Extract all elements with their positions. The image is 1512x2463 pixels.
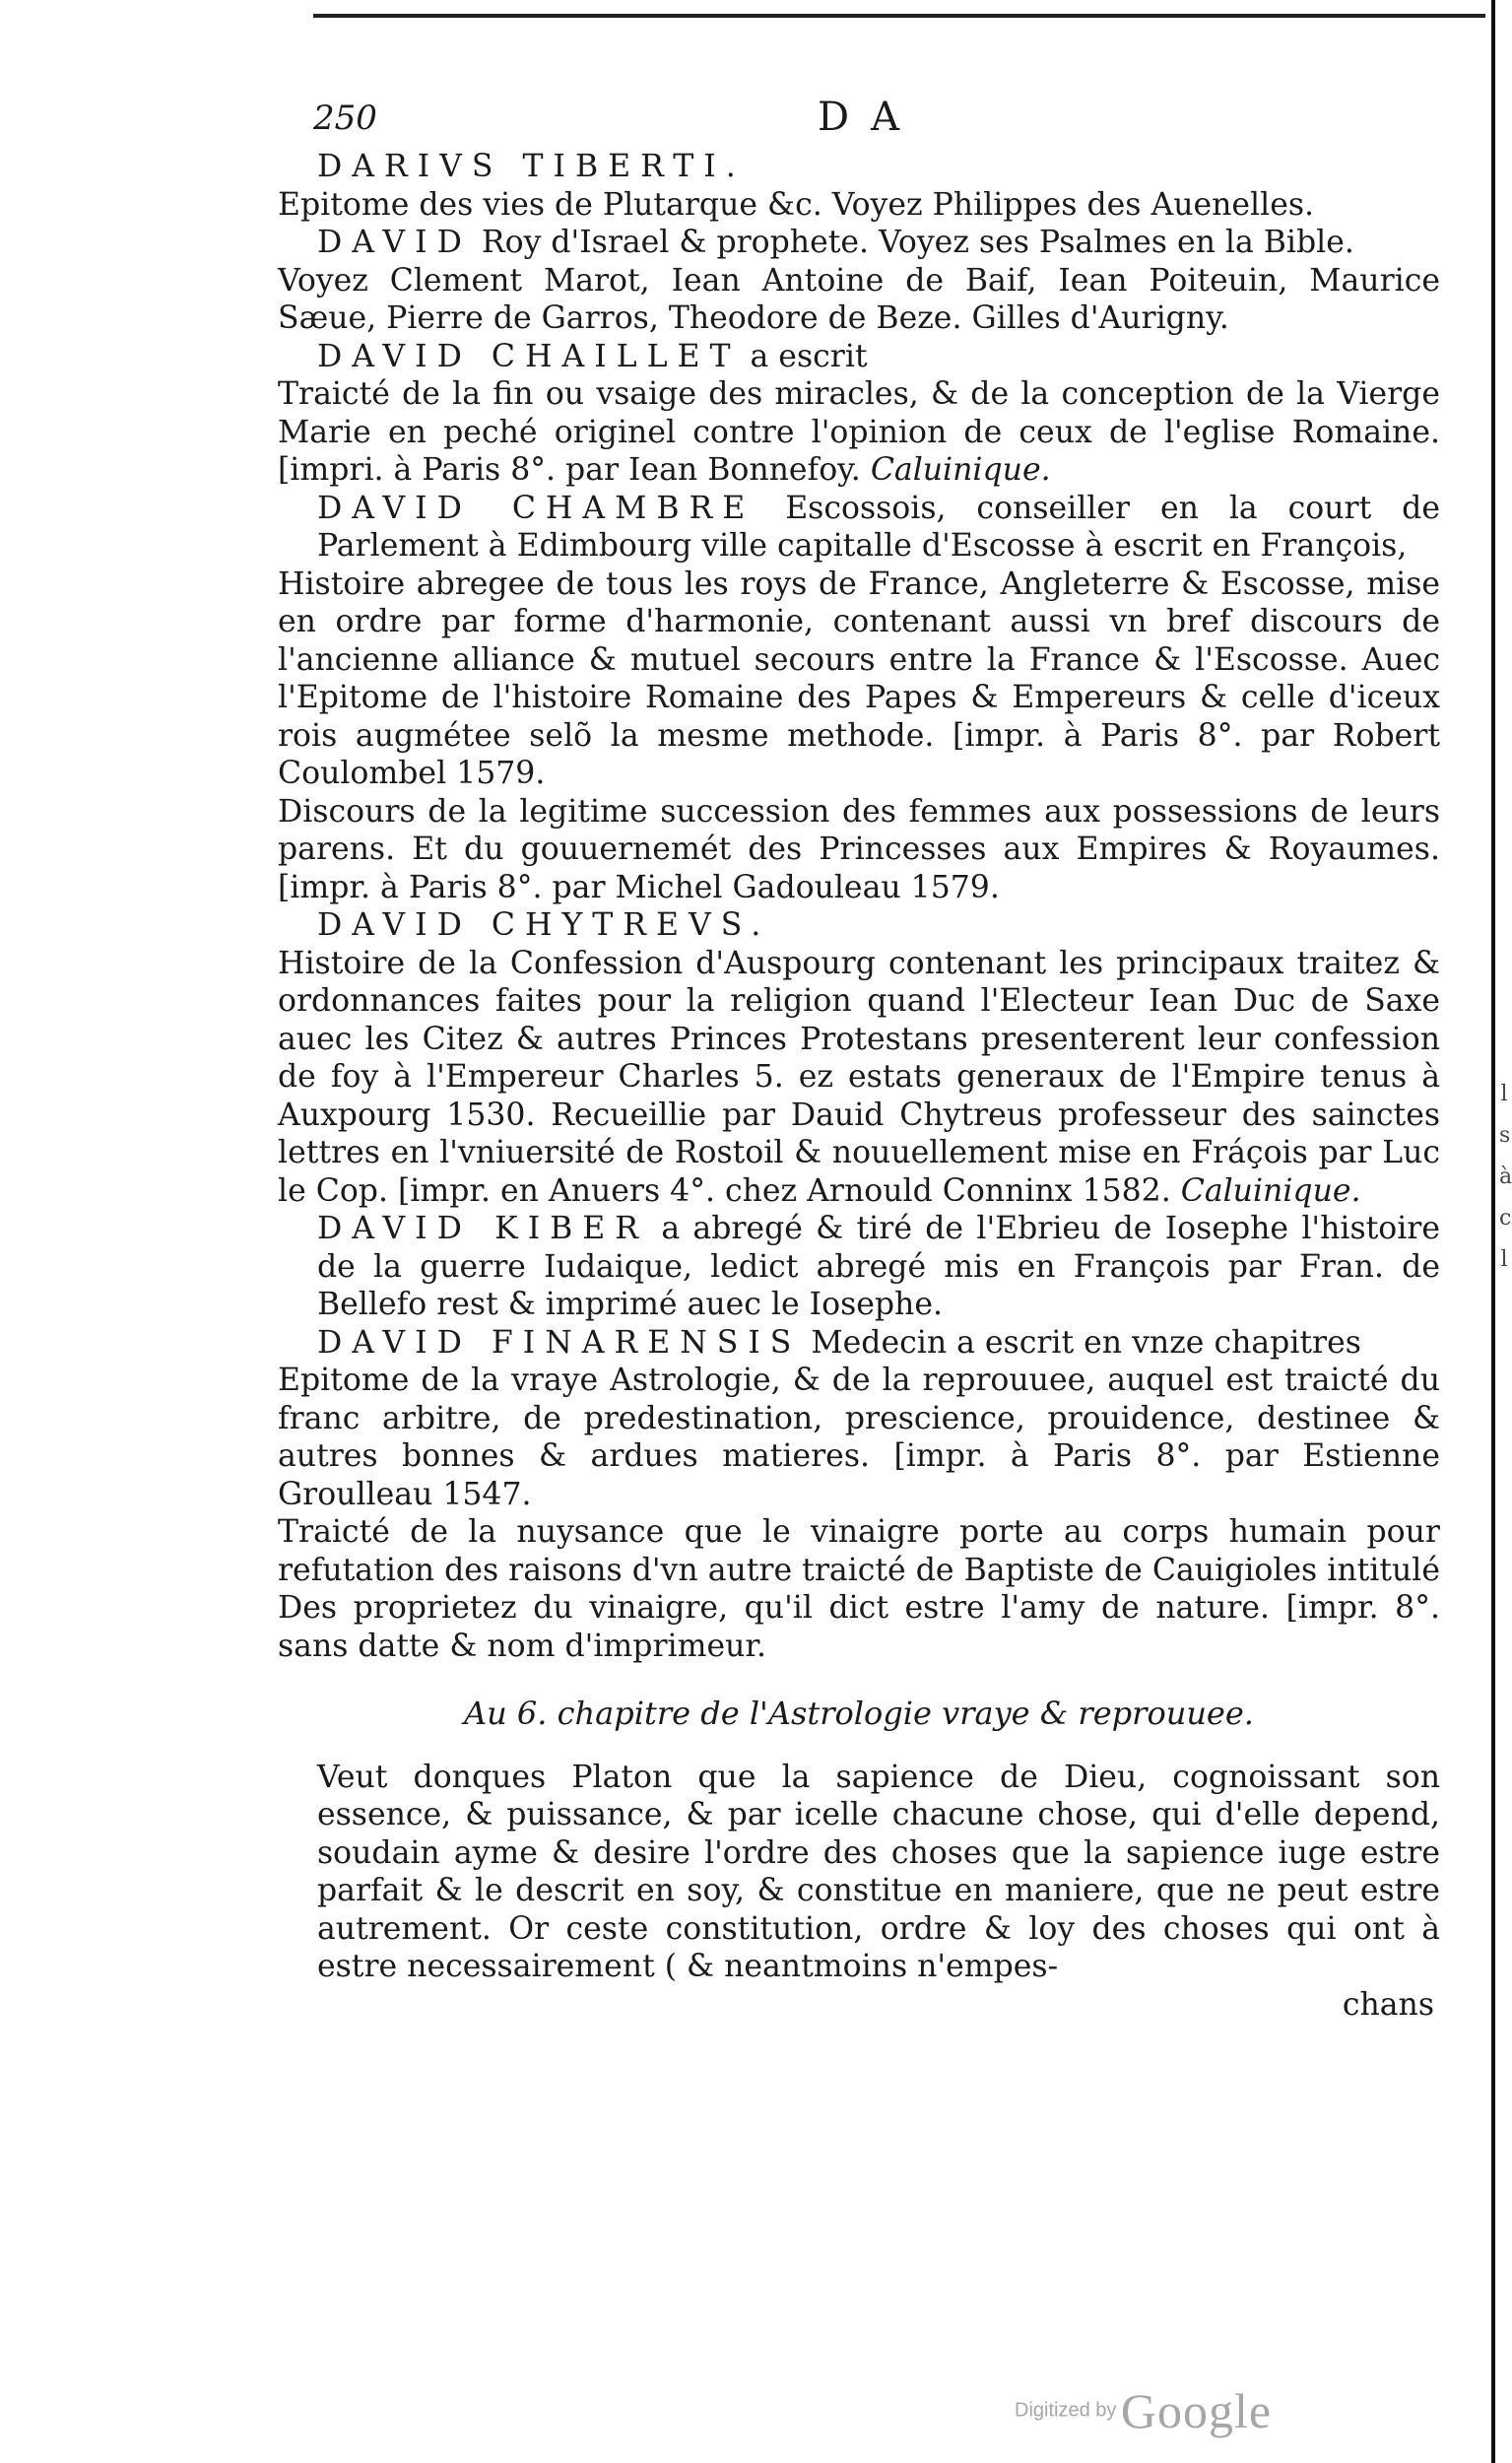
entry-note: Caluinique. <box>1180 1172 1361 1209</box>
entry-david-chytreus <box>278 906 1440 1210</box>
entry-intro: Medecin a escrit en vnze chapitres <box>811 1324 1361 1361</box>
headword: DAVID CHYTREVS. <box>317 907 771 943</box>
margin-mark: l <box>1500 1247 1508 1272</box>
headword: DAVID CHAILLET <box>317 338 741 374</box>
entry-david-chambre <box>278 490 1440 907</box>
margin-mark: s <box>1499 1123 1511 1148</box>
headword: DAVID CHAMBRE <box>317 490 756 526</box>
headword: DAVID FINARENSIS <box>317 1324 802 1361</box>
entry-line: Traicté de la nuysance que le vinaigre porte au corps humain pour refutation des raisons d'vn autre traicté de Baptiste de Cauigioles intitulé Des proprietez du vinaigre, qu'il dict estre l'amy de nature. [impr. 8°. sans datte & nom d'imprimeur. <box>278 1514 1440 1664</box>
page-edge <box>1491 0 1495 2463</box>
entry-line: Discours de la legitime succession des femmes aux possessions de leurs parens. Et du gouuernemét des Princesses aux Empires & Royaumes. [impr. à Paris 8°. par Michel Gadouleau 1579. <box>278 793 1440 905</box>
section-title: Au 6. chapitre de l'Astrologie vraye & reprouuee. <box>464 1695 1254 1732</box>
entry-note: Caluinique. <box>870 452 1051 488</box>
entry-intro: a escrit <box>750 338 868 374</box>
entry-intro: a abregé & tiré de l'Ebrieu de Iosephe l'histoire de la guerre Iudaique, ledict abregé mis en François par Fran. de Bellefo rest & imprimé auec le Iosephe. <box>317 1211 1441 1322</box>
watermark-prefix: Digitized by <box>1015 2399 1117 2422</box>
entry-line: Epitome des vies de Plutarque &c. Voyez Philippes des Auenelles. <box>278 186 1315 223</box>
quote-text: Veut donques Platon que la sapience de Dieu, cognoissant son essence, & puissance, & par icelle chacune chose, qui d'elle depend, soudain ayme & desire l'ordre des choses que la sapience iuge estre parfait & le descrit en soy, & constitue en maniere, que ne peut estre autrement. Or ceste constitution, ordre & loy des choses qui ont à estre necessairement ( & neantmoins n'empes- <box>317 1759 1440 1984</box>
google-logo: Google <box>1120 2383 1273 2438</box>
headword: DARIVS TIBERTI. <box>317 149 746 184</box>
quoted-passage <box>278 1759 1440 2025</box>
entry-darius-tiberti <box>278 148 1440 224</box>
entry-line: Voyez Clement Marot, Iean Antoine de Baif, Iean Poiteuin, Maurice Sæue, Pierre de Garros, Theodore de Beze. Gilles d'Aurigny. <box>278 262 1440 336</box>
page-body <box>278 148 1440 2024</box>
digitized-watermark <box>1015 2382 1272 2439</box>
entry-intro: Roy d'Israel & prophete. Voyez ses Psalmes en la Bible. <box>481 225 1354 260</box>
entry-david <box>278 224 1440 338</box>
top-rule <box>313 14 1485 18</box>
running-head: DA <box>818 95 921 140</box>
entry-line: Traicté de la fin ou vsaige des miracles, & de la conception de la Vierge Marie en peché originel contre l'opinion de ceux de l'eglise Romaine. [impri. à Paris 8°. par Iean Bonnefoy. <box>278 376 1440 488</box>
entry-line: Histoire de la Confession d'Auspourg contenant les principaux traitez & ordonnances faites pour la religion quand l'Electeur Iean Duc de Saxe auec les Citez & autres Princes Protestans presenterent leur confession de foy à l'Empereur Charles 5. ez estats generaux de l'Empire tenus à Auxpourg 1530. Recueillie par Dauid Chytreus professeur des sainctes lettres en l'vniuersité de Rostoil & nouuellement mise en Fráçois par Luc le Cop. [impr. en Anuers 4°. chez Arnould Conninx 1582. <box>278 945 1440 1209</box>
page-header <box>313 95 1446 148</box>
margin-marks <box>1499 1074 1512 1281</box>
margin-mark: c <box>1499 1206 1512 1231</box>
entry-line: Histoire abregee de tous les roys de France, Angleterre & Escosse, mise en ordre par forme d'harmonie, contenant aussi vn bref discours de l'ancienne alliance & mutuel secours entre la France & l'Escosse. Auec l'Epitome de l'histoire Romaine des Papes & Empereurs & celle d'iceux rois augmétee selõ la mesme methode. [impr. à Paris 8°. par Robert Coulombel 1579. <box>278 566 1440 791</box>
catchword: chans <box>1342 1986 1434 2023</box>
headword: DAVID KIBER <box>317 1211 649 1246</box>
entry-line: Epitome de la vraye Astrologie, & de la reprouuee, auquel est traicté du franc arbitre, de predestination, prescience, prouidence, destinee & autres bonnes & ardues matieres. [impr. à Paris 8°. par Estienne Groulleau 1547. <box>278 1363 1440 1512</box>
headword: DAVID <box>317 225 472 260</box>
margin-mark: à <box>1499 1165 1512 1189</box>
page-number: 250 <box>313 99 377 138</box>
entry-david-finarensis <box>278 1324 1440 1666</box>
entry-david-kiber <box>278 1210 1440 1324</box>
entry-intro: Escossois, conseiller en la court de Parlement à Edimbourg ville capitalle d'Escosse à escrit en François, <box>317 490 1440 564</box>
entry-david-chaillet <box>278 338 1440 490</box>
margin-mark: l <box>1500 1082 1508 1106</box>
